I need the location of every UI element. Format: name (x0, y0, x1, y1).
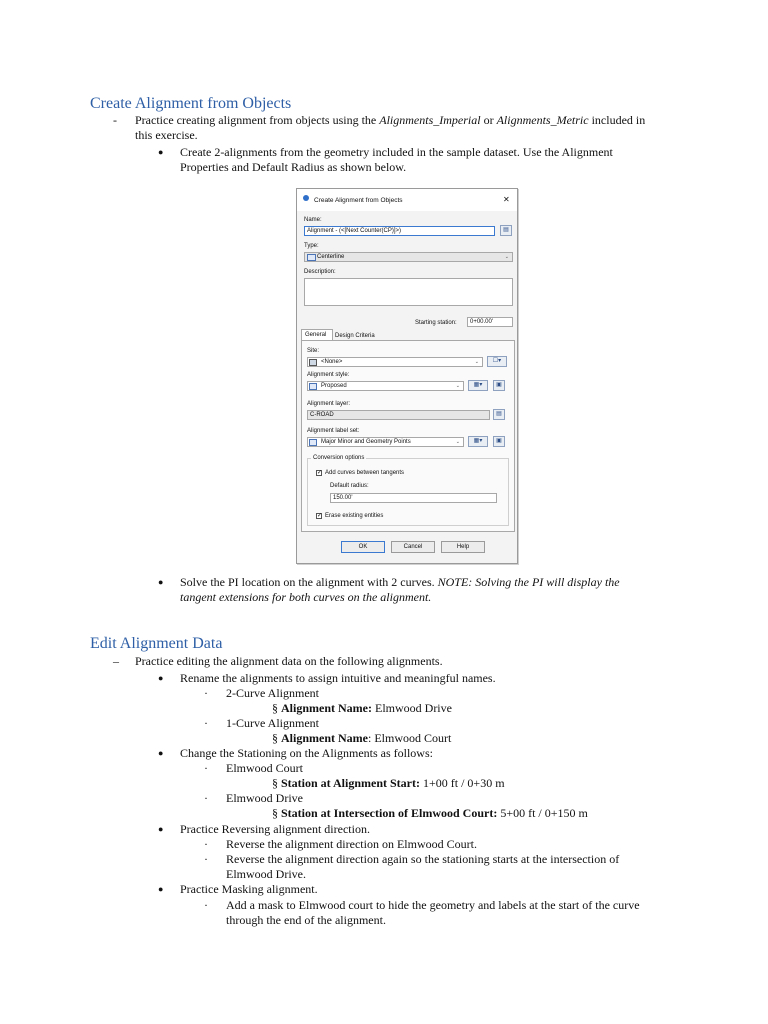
app-icon (303, 195, 309, 201)
bullet-create-2-alignments: Create 2-alignments from the geometry included in the sample dataset. Use the Alignment (180, 145, 613, 159)
emphasis: Alignments_Metric (496, 113, 589, 127)
add-curves-checkbox[interactable] (316, 470, 322, 476)
sub-marker: · (204, 791, 208, 805)
paragraph-line2: this exercise. (135, 128, 198, 142)
chevron-down-icon: ⌄ (455, 383, 460, 389)
dash-marker: - (113, 113, 117, 127)
label-set-label: Alignment label set: (307, 428, 360, 434)
note-text: NOTE: Solving the PI will display the (437, 575, 620, 589)
sub-add-mask-line2: through the end of the alignment. (226, 913, 386, 927)
bold-label: Station at Intersection of Elmwood Court: (281, 806, 498, 820)
section-title-create-alignment: Create Alignment from Objects (90, 95, 292, 112)
bold-label: Station at Alignment Start: (281, 776, 420, 790)
value: : Elmwood Court (368, 731, 452, 745)
site-select[interactable] (307, 357, 483, 367)
starting-station-label: Starting station: (415, 320, 457, 326)
sub-marker: · (204, 761, 208, 775)
value: 1+00 ft / 0+30 m (420, 776, 505, 790)
sub-reverse-court: Reverse the alignment direction on Elmwood Court. (226, 837, 477, 851)
conversion-options-label: Conversion options (313, 455, 365, 461)
sub-elmwood-drive: Elmwood Drive (226, 791, 303, 805)
ok-button[interactable]: OK (341, 541, 385, 553)
emphasis: Alignments_Imperial (379, 113, 481, 127)
bullet-solve-pi (180, 575, 620, 590)
help-button[interactable]: Help (441, 541, 485, 553)
close-icon[interactable]: ✕ (503, 195, 510, 204)
add-curves-label: Add curves between tangents (325, 470, 405, 476)
section-marker: § (272, 806, 278, 820)
value: 5+00 ft / 0+150 m (497, 806, 588, 820)
bullet-icon: ● (158, 884, 164, 894)
sub-add-mask: Add a mask to Elmwood court to hide the geometry and labels at the start of the curve (226, 898, 640, 912)
starting-station-input[interactable]: 0+00.00' (467, 317, 513, 327)
description-textarea[interactable] (304, 278, 513, 306)
erase-entities-checkbox[interactable] (316, 513, 322, 519)
bullet-masking: Practice Masking alignment. (180, 882, 318, 896)
bullet-icon: ● (158, 673, 164, 683)
style-edit-button[interactable]: ▦▾ (468, 380, 488, 391)
bold-label: Alignment Name: (281, 701, 372, 715)
type-select[interactable] (304, 252, 513, 262)
chevron-down-icon: ⌄ (474, 359, 479, 365)
value: Elmwood Drive (371, 701, 452, 715)
check-icon: ✓ (317, 513, 323, 519)
sub-marker: · (204, 837, 208, 851)
name-editor-icon[interactable]: ▤ (500, 225, 512, 236)
name-label: Name: (304, 217, 322, 223)
section-marker: § (272, 731, 278, 745)
layer-picker-button[interactable]: ▤ (493, 409, 505, 420)
style-preview-button[interactable]: ▣ (493, 380, 505, 391)
site-value: <None> (321, 359, 343, 365)
check-icon: ✓ (317, 470, 323, 476)
chevron-down-icon: ⌄ (504, 254, 509, 260)
type-value: Centerline (317, 254, 345, 260)
sub-marker: · (204, 716, 208, 730)
label-set-value: Major Minor and Geometry Points (321, 439, 411, 445)
type-label: Type: (304, 243, 319, 249)
name-input[interactable]: Alignment - (<[Next Counter(CP)]>) (304, 226, 495, 236)
section-marker: § (272, 776, 278, 790)
alignment-style-select[interactable] (307, 381, 464, 391)
section-marker: § (272, 701, 278, 715)
site-label: Site: (307, 348, 320, 354)
default-radius-label: Default radius: (330, 483, 369, 489)
sub-station-intersection (272, 806, 588, 821)
note-text: tangent extensions for both curves on the alignment. (180, 590, 432, 604)
description-label: Description: (304, 269, 336, 275)
bullet-reversing: Practice Reversing alignment direction. (180, 822, 370, 836)
note-line2 (180, 590, 431, 605)
label-set-select[interactable] (307, 437, 464, 447)
paragraph-practice-creating (135, 113, 645, 128)
sub-2-curve: 2-Curve Alignment (226, 686, 319, 700)
site-icon (309, 359, 317, 366)
sub-marker: · (204, 852, 208, 866)
sub-reverse-again: Reverse the alignment direction again so the stationing starts at the intersection of (226, 852, 620, 866)
default-radius-input[interactable]: 150.00' (330, 493, 497, 503)
create-alignment-dialog (296, 188, 518, 564)
sub-reverse-again-line2: Elmwood Drive. (226, 867, 306, 881)
section-title-edit-alignment: Edit Alignment Data (90, 635, 223, 652)
sub-marker: · (204, 686, 208, 700)
style-icon (309, 383, 317, 390)
alignment-layer-label: Alignment layer: (307, 401, 351, 407)
sub-elmwood-court: Elmwood Court (226, 761, 303, 775)
sub-1-curve: 1-Curve Alignment (226, 716, 319, 730)
sub-alignment-name-drive (272, 701, 452, 716)
sub-station-start (272, 776, 505, 791)
bullet-icon: ● (158, 577, 164, 587)
dash-marker: – (113, 654, 119, 668)
cancel-button[interactable]: Cancel (391, 541, 435, 553)
paragraph-practice-editing: Practice editing the alignment data on the following alignments. (135, 654, 443, 668)
text: or (480, 113, 497, 127)
label-set-icon (309, 439, 317, 446)
sub-marker: · (204, 898, 208, 912)
label-set-preview-button[interactable]: ▣ (493, 436, 505, 447)
text: Solve the PI location on the alignment with 2 curves. (180, 575, 438, 589)
text: included in (588, 113, 646, 127)
bold-label: Alignment Name (281, 731, 368, 745)
centerline-icon (307, 254, 316, 261)
bullet-line2: Properties and Default Radius as shown below. (180, 160, 407, 174)
bullet-icon: ● (158, 748, 164, 758)
site-create-button[interactable]: ☐▾ (487, 356, 507, 367)
bullet-change-stationing: Change the Stationing on the Alignments as follows: (180, 746, 433, 760)
alignment-style-value: Proposed (321, 383, 347, 389)
dialog-title: Create Alignment from Objects (314, 197, 403, 204)
bullet-icon: ● (158, 824, 164, 834)
chevron-down-icon: ⌄ (455, 439, 460, 445)
alignment-style-label: Alignment style: (307, 372, 350, 378)
tab-design-criteria[interactable]: Design Criteria (335, 333, 375, 339)
text: Practice creating alignment from objects using the (135, 113, 380, 127)
bullet-rename: Rename the alignments to assign intuitive and meaningful names. (180, 671, 496, 685)
bullet-icon: ● (158, 147, 164, 157)
erase-entities-label: Erase existing entities (325, 513, 384, 519)
label-set-edit-button[interactable]: ▦▾ (468, 436, 488, 447)
alignment-layer-input[interactable]: C-ROAD (307, 410, 490, 420)
sub-alignment-name-court (272, 731, 451, 746)
tab-general-label: General (305, 332, 327, 338)
